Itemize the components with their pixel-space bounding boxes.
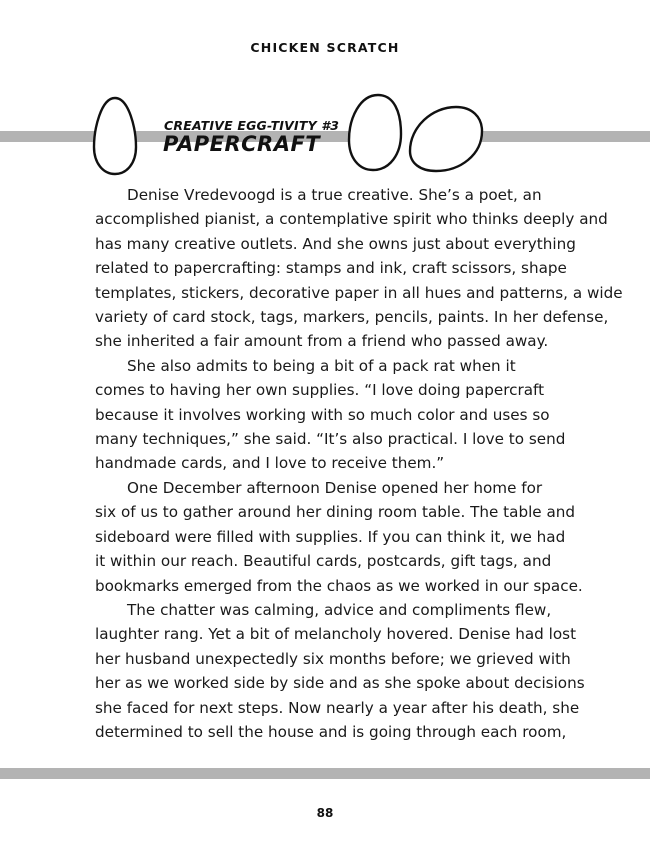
text-line: six of us to gather around her dining room table. The table and (95, 503, 576, 522)
text-line: comes to having her own supplies. “I love doing papercraft (95, 381, 545, 400)
text-line: handmade cards, and I love to receive them.” (95, 454, 445, 473)
text-line: she inherited a fair amount from a friend who passed away. (95, 332, 549, 351)
text-line: sideboard were filled with supplies. If you can think it, we had (95, 527, 566, 546)
text-line: She also admits to being a bit of a pack rat when it (127, 356, 516, 375)
text-line: One December afternoon Denise opened her home for (127, 478, 543, 497)
header-rule-right (478, 131, 650, 142)
text-line: variety of card stock, tags, markers, pencils, paints. In her defense, (95, 308, 609, 327)
text-line: has many creative outlets. And she owns just about everything (95, 234, 576, 253)
activity-title: PAPERCRAFT (163, 132, 321, 156)
text-line: The chatter was calming, advice and compliments flew, (127, 600, 552, 619)
footer-rule (0, 768, 650, 779)
egg-outline-icon (404, 103, 486, 175)
text-line: related to papercrafting: stamps and ink, craft scissors, shape (95, 259, 567, 278)
text-line: accomplished pianist, a contemplative spirit who thinks deeply and (95, 210, 608, 229)
text-line: many techniques,” she said. “It’s also practical. I love to send (95, 430, 566, 449)
text-line: bookmarks emerged from the chaos as we worked in our space. (95, 576, 583, 595)
egg-outline-icon (344, 92, 406, 174)
body-text (95, 183, 623, 744)
text-line: determined to sell the house and is going through each room, (95, 722, 567, 741)
text-line: laughter rang. Yet a bit of melancholy hovered. Denise had lost (95, 625, 577, 644)
running-head: CHICKEN SCRATCH (250, 40, 400, 55)
egg-outline-icon (91, 95, 139, 177)
activity-label: CREATIVE EGG-TIVITY #3 (164, 118, 340, 133)
header-rule-left (0, 131, 95, 142)
text-line: Denise Vredevoogd is a true creative. She’s a poet, an (127, 186, 542, 204)
page-number: 88 (316, 806, 334, 820)
text-line: her as we worked side by side and as she spoke about decisions (95, 674, 585, 693)
text-line: it within our reach. Beautiful cards, postcards, gift tags, and (95, 552, 552, 571)
text-line: her husband unexpectedly six months before; we grieved with (95, 649, 571, 668)
text-line: templates, stickers, decorative paper in all hues and patterns, a wide (95, 283, 623, 302)
text-line: because it involves working with so much color and uses so (95, 405, 550, 424)
text-line: she faced for next steps. Now nearly a year after his death, she (95, 698, 580, 717)
